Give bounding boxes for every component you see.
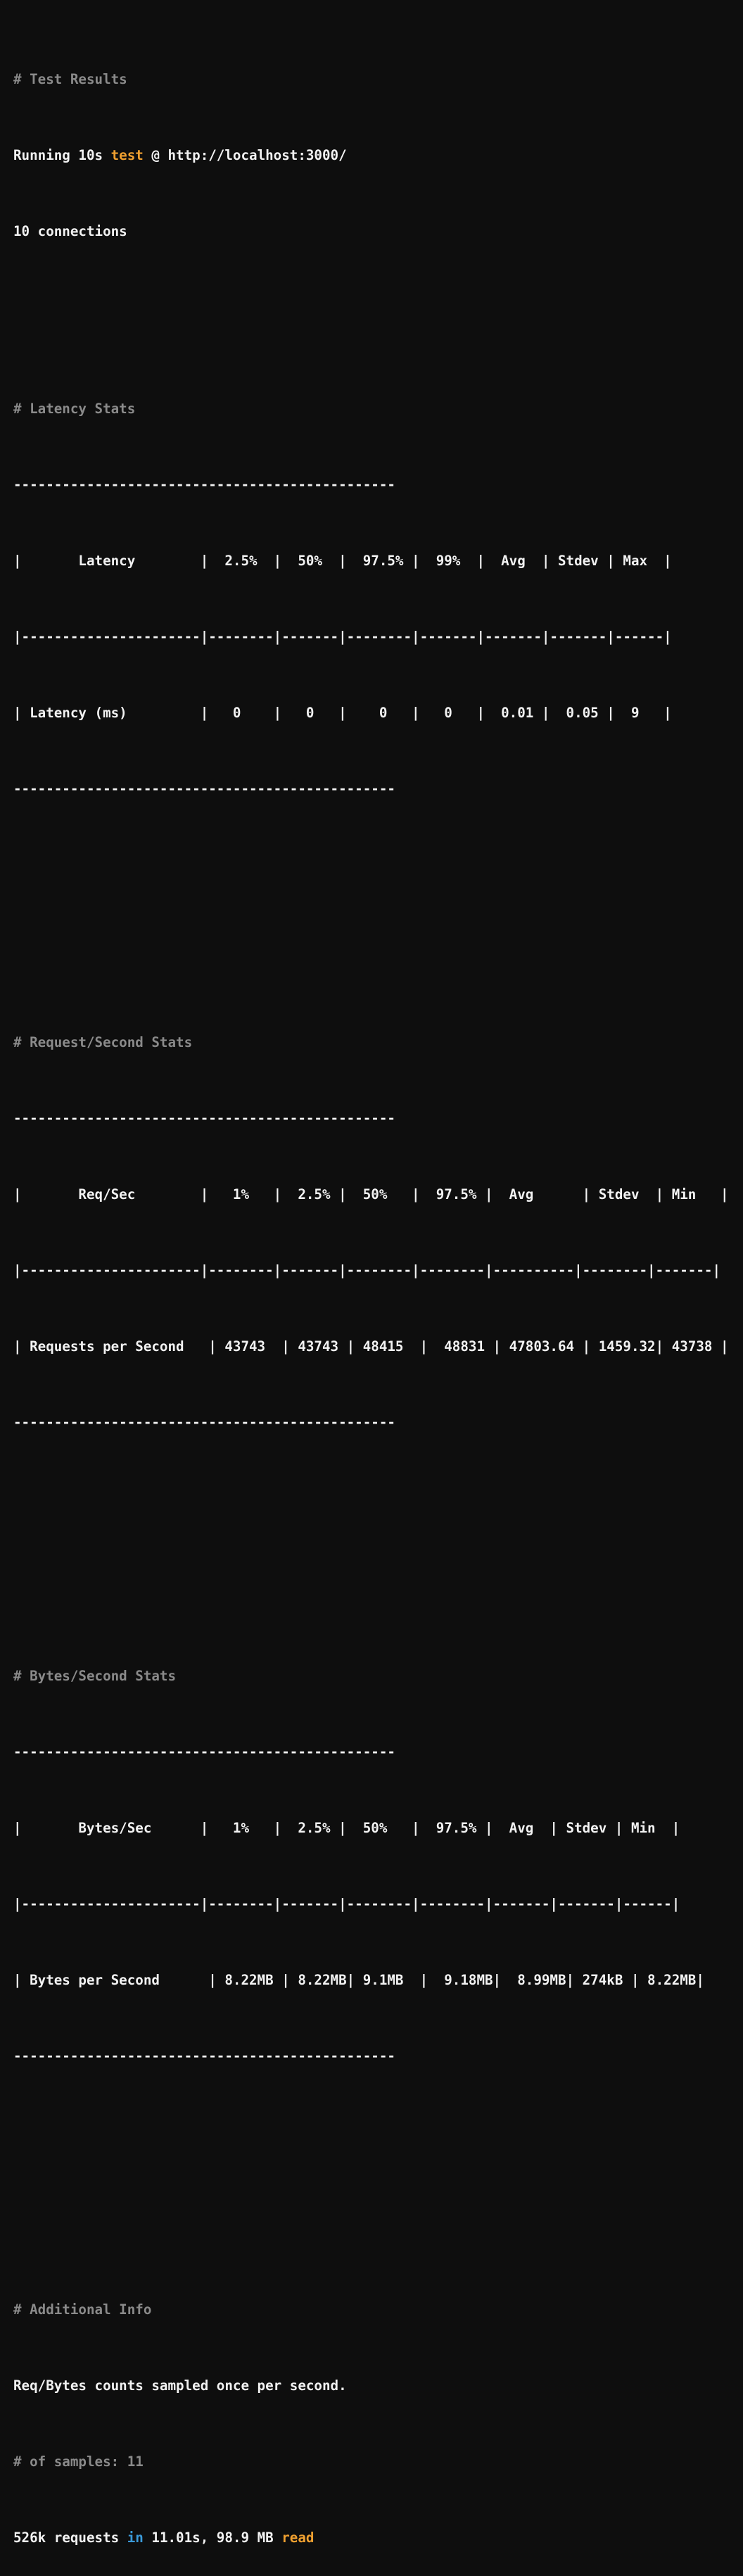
- sampling-note: Req/Bytes counts sampled once per second.: [13, 2377, 347, 2394]
- bytes-top-rule: -----------------------------------------------: [13, 1744, 395, 1760]
- terminal-output: [13, 16, 729, 2576]
- latency-bottom-rule: -----------------------------------------------: [13, 781, 395, 797]
- requests-separator-row: |----------------------|--------|-------|--------|--------|----------|--------|-------|: [13, 1262, 721, 1278]
- summary-line: [13, 2525, 729, 2551]
- run-line: [13, 143, 729, 168]
- blank-line: [13, 1562, 729, 1588]
- run-keyword: test: [110, 147, 144, 163]
- requests-header-row: | Req/Sec | 1% | 2.5% | 50% | 97.5% | Avg | Stdev | Min |: [13, 1186, 729, 1202]
- blank-line: [13, 2196, 729, 2221]
- additional-info-heading: # Additional Info: [13, 2301, 152, 2318]
- bytes-data-row: | Bytes per Second | 8.22MB | 8.22MB| 9.1MB | 9.18MB| 8.99MB| 274kB | 8.22MB|: [13, 1972, 704, 1988]
- connections-line: 10 connections: [13, 223, 127, 239]
- requests-bottom-rule: -----------------------------------------------: [13, 1414, 395, 1431]
- test-results-heading: # Test Results: [13, 71, 127, 87]
- requests-data-row: | Requests per Second | 43743 | 43743 | 48415 | 48831 | 47803.64 | 1459.32| 43738 |: [13, 1338, 729, 1355]
- blank-line: [13, 295, 729, 320]
- blank-line: [13, 853, 729, 878]
- summary-in-keyword: in: [127, 2530, 144, 2546]
- samples-line: # of samples: 11: [13, 2454, 144, 2470]
- latency-separator-row: |----------------------|--------|-------|--------|-------|-------|-------|------|: [13, 629, 672, 645]
- blank-line: [13, 929, 729, 954]
- blank-line: [13, 2120, 729, 2145]
- blank-line: [13, 1486, 729, 1512]
- latency-top-rule: -----------------------------------------------: [13, 477, 395, 493]
- run-prefix: Running 10s: [13, 147, 111, 163]
- bytes-header-row: | Bytes/Sec | 1% | 2.5% | 50% | 97.5% | Avg | Stdev | Min |: [13, 1820, 680, 1836]
- bytes-separator-row: |----------------------|--------|-------|--------|--------|-------|-------|------|: [13, 1896, 680, 1912]
- summary-prefix: 526k requests: [13, 2530, 127, 2546]
- latency-data-row: | Latency (ms) | 0 | 0 | 0 | 0 | 0.01 | 0.05 | 9 |: [13, 705, 672, 721]
- summary-middle: 11.01s, 98.9 MB: [143, 2530, 282, 2546]
- bytes-bottom-rule: -----------------------------------------------: [13, 2048, 395, 2064]
- requests-heading: # Request/Second Stats: [13, 1034, 193, 1050]
- latency-header-row: | Latency | 2.5% | 50% | 97.5% | 99% | Avg | Stdev | Max |: [13, 553, 672, 569]
- bytes-heading: # Bytes/Second Stats: [13, 1668, 177, 1684]
- latency-heading: # Latency Stats: [13, 401, 136, 417]
- run-suffix: @ http://localhost:3000/: [143, 147, 347, 163]
- summary-read-keyword: read: [281, 2530, 315, 2546]
- requests-top-rule: -----------------------------------------------: [13, 1110, 395, 1126]
